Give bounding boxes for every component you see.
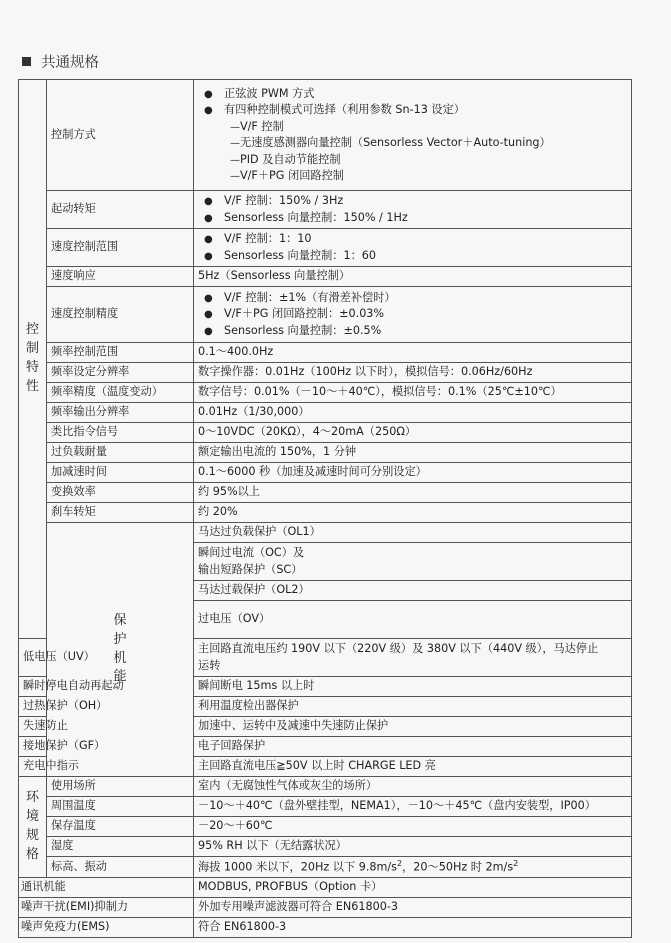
row-label: 频率精度（温度变动） xyxy=(47,383,194,403)
table-row xyxy=(19,917,632,937)
table-row xyxy=(19,443,632,463)
row-label: 保存温度 xyxy=(47,817,194,837)
list-item: ● 正弦波 PWM 方式 xyxy=(198,86,627,103)
section-title: 共通规格 xyxy=(41,54,99,71)
row-value: 数字信号：0.01%（－10～＋40℃），模拟信号：0.1%（25℃±10℃） xyxy=(194,383,632,403)
row-label: 过电压（OV） xyxy=(194,601,632,639)
table-row xyxy=(19,403,632,423)
row-value: 数字操作器：0.01Hz（100Hz 以下时），模拟信号：0.06Hz/60Hz xyxy=(194,363,632,383)
row-value: 0～10VDC（20KΩ），4～20mA（250Ω） xyxy=(194,423,632,443)
table-row xyxy=(19,817,632,837)
row-value xyxy=(194,857,632,878)
list-item: ● Sensorless 向量控制：±0.5% xyxy=(198,323,627,340)
row-value: 95% RH 以下（无结露状况） xyxy=(194,837,632,857)
section-heading xyxy=(22,51,99,71)
row-label: 频率输出分辨率 xyxy=(47,403,194,423)
row-label-line: 瞬间过电流（OC）及 xyxy=(198,546,305,560)
row-value: 瞬间断电 15ms 以上时 xyxy=(194,677,632,697)
row-label: 标高、振动 xyxy=(47,857,194,878)
row-label: 过负载耐量 xyxy=(47,443,194,463)
row-label: 湿度 xyxy=(47,837,194,857)
row-label: 起动转矩 xyxy=(47,191,194,229)
category-control xyxy=(19,80,47,639)
row-label: 频率控制范围 xyxy=(47,343,194,363)
row-label: 加减速时间 xyxy=(47,463,194,483)
square-bullet-icon xyxy=(22,57,31,66)
category-label: 控制特性 xyxy=(25,322,39,394)
row-label: 周围温度 xyxy=(47,797,194,817)
table-row xyxy=(19,267,632,287)
row-value: MODBUS, PROFBUS（Option 卡） xyxy=(194,877,632,897)
row-value: 外加专用噪声滤波器可符合 EN61800-3 xyxy=(194,897,632,917)
row-label: 失速防止 xyxy=(19,717,47,737)
row-value: 利用温度检出器保护 xyxy=(194,697,632,717)
table-row xyxy=(19,777,632,797)
row-label: 控制方式 xyxy=(47,80,194,191)
list-item: — V/F 控制 xyxy=(198,119,627,136)
table-row xyxy=(19,191,632,229)
table-row xyxy=(19,363,632,383)
list-item: ● V/F 控制：1：10 xyxy=(198,231,627,248)
table-row xyxy=(19,523,632,543)
table-row xyxy=(19,837,632,857)
row-label: 频率设定分辨率 xyxy=(47,363,194,383)
row-label: 噪声免疫力(EMS) xyxy=(19,917,194,937)
list-item: — PID 及自动节能控制 xyxy=(198,152,627,169)
list-item: — 无速度感测器向量控制（Sensorless Vector＋Auto-tuning） xyxy=(198,135,627,152)
row-label: 噪声干扰(EMI)抑制力 xyxy=(19,897,194,917)
row-label xyxy=(194,543,632,581)
row-value: 室内（无腐蚀性气体或灰尘的场所） xyxy=(194,777,632,797)
category-label: 保护机能 xyxy=(113,612,127,685)
row-value: －20～＋60℃ xyxy=(194,817,632,837)
list-item: ● Sensorless 向量控制：1：60 xyxy=(198,248,627,265)
row-value: 0.1～6000 秒（加速及减速时间可分别设定） xyxy=(194,463,632,483)
table-row xyxy=(19,797,632,817)
row-label: 马达过载保护（OL2） xyxy=(194,581,632,601)
row-value: 额定输出电流的 150%，1 分钟 xyxy=(194,443,632,463)
superscript: 2 xyxy=(513,859,519,868)
row-label: 马达过负载保护（OL1） xyxy=(194,523,632,543)
row-value: 电子回路保护 xyxy=(194,737,632,757)
list-item: ● 有四种控制模式可选择（利用参数 Sn-13 设定） xyxy=(198,102,627,119)
table-row xyxy=(19,423,632,443)
row-value: 约 95%以上 xyxy=(194,483,632,503)
list-item: ● V/F 控制：±1%（有滑差补偿时） xyxy=(198,290,627,307)
row-label: 速度控制范围 xyxy=(47,229,194,267)
table-row xyxy=(19,383,632,403)
row-label: 充电中指示 xyxy=(19,757,47,777)
table-row xyxy=(19,503,632,523)
row-label: 变换效率 xyxy=(47,483,194,503)
list-item: ● V/F＋PG 闭回路控制：±0.03% xyxy=(198,306,627,323)
row-value xyxy=(194,191,632,229)
category-label: 环境规格 xyxy=(25,790,39,862)
table-row xyxy=(19,343,632,363)
row-value: 加速中、运转中及减速中失速防止保护 xyxy=(194,717,632,737)
row-label: 速度响应 xyxy=(47,267,194,287)
row-label: 过热保护（OH） xyxy=(19,697,47,717)
row-value xyxy=(194,287,632,343)
table-row xyxy=(19,483,632,503)
row-label: 低电压（UV） xyxy=(19,639,47,677)
superscript: 2 xyxy=(397,859,403,868)
table-row xyxy=(19,877,632,897)
row-value: －10～＋40℃（盘外壁挂型，NEMA1），－10～＋45℃（盘内安装型，IP00） xyxy=(194,797,632,817)
row-value: 符合 EN61800-3 xyxy=(194,917,632,937)
list-item: — V/F＋PG 闭回路控制 xyxy=(198,168,627,185)
category-environment xyxy=(19,777,47,878)
row-label: 使用场所 xyxy=(47,777,194,797)
row-label: 瞬时停电自动再起动 xyxy=(19,677,47,697)
table-row xyxy=(19,80,632,191)
row-value xyxy=(194,229,632,267)
row-value-line: 运转 xyxy=(198,658,221,672)
row-label: 速度控制精度 xyxy=(47,287,194,343)
row-label-line: 输出短路保护（SC） xyxy=(198,562,303,576)
table-row xyxy=(19,229,632,267)
table-row xyxy=(19,897,632,917)
row-value xyxy=(194,639,632,677)
row-value: 0.01Hz（1/30,000） xyxy=(194,403,632,423)
table-row xyxy=(19,463,632,483)
row-value-line: 主回路直流电压约 190V 以下（220V 级）及 380V 以下（440V 级），马达停止 xyxy=(198,642,599,656)
specification-table xyxy=(18,79,632,938)
row-label: 类比指令信号 xyxy=(47,423,194,443)
row-label: 通讯机能 xyxy=(19,877,194,897)
row-value xyxy=(194,80,632,191)
value-text: 海拔 1000 米以下，20Hz 以下 9.8m/s xyxy=(198,860,398,874)
row-label: 接地保护（GF） xyxy=(19,737,47,757)
table-row xyxy=(19,287,632,343)
value-text: ，20～50Hz 时 2m/s xyxy=(402,860,514,874)
list-item: ● Sensorless 向量控制：150% / 1Hz xyxy=(198,210,627,227)
row-value: 0.1～400.0Hz xyxy=(194,343,632,363)
row-value: 5Hz（Sensorless 向量控制） xyxy=(194,267,632,287)
row-value: 主回路直流电压≧50V 以上时 CHARGE LED 亮 xyxy=(194,757,632,777)
list-item: ● V/F 控制：150% / 3Hz xyxy=(198,193,627,210)
table-row xyxy=(19,857,632,878)
row-value: 约 20% xyxy=(194,503,632,523)
row-label: 刹车转矩 xyxy=(47,503,194,523)
